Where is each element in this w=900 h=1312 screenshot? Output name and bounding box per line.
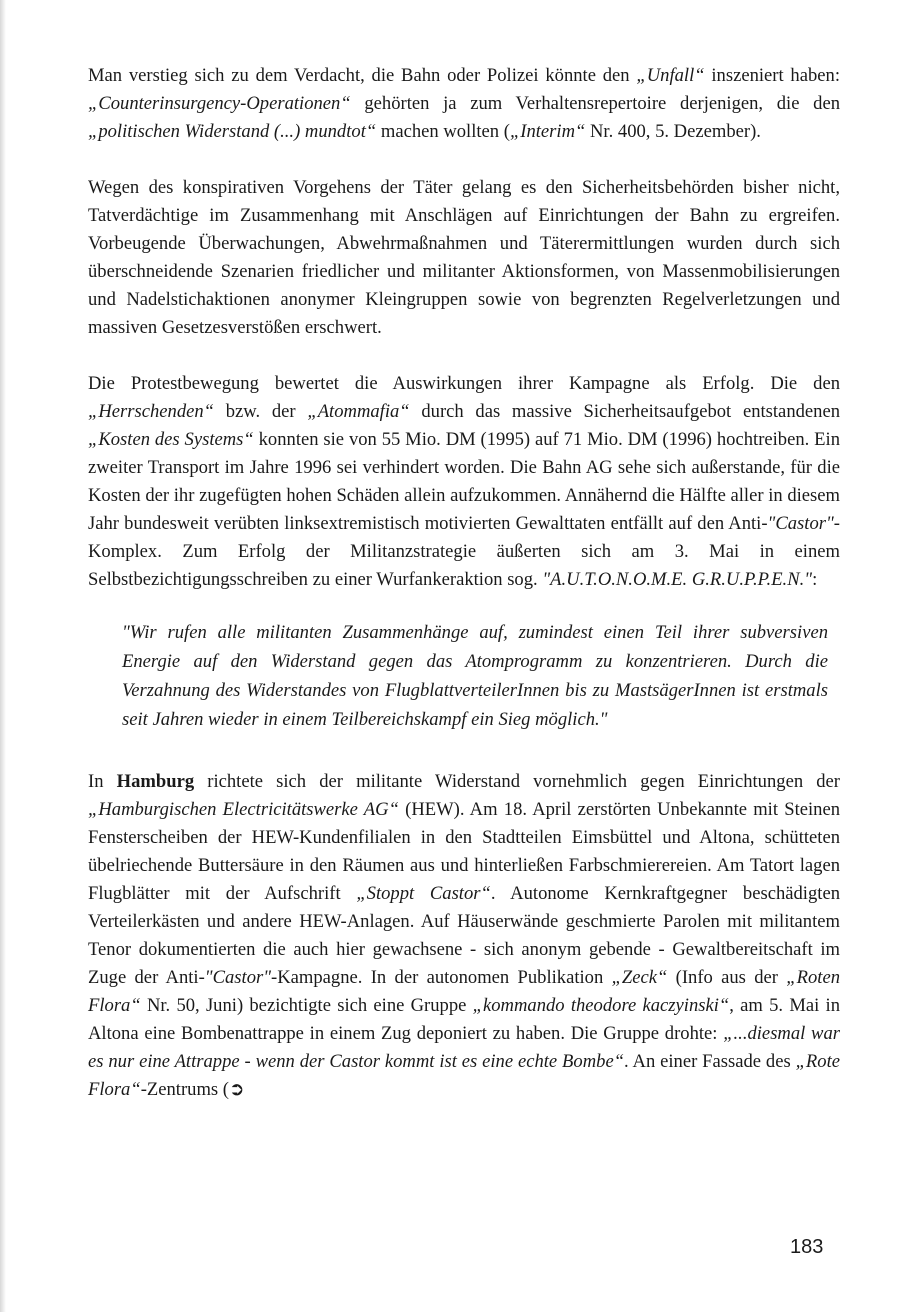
text-run: inszeniert haben:	[704, 65, 840, 86]
italic-text-run: „Zeck“	[611, 967, 668, 988]
paragraph-konspirativ	[88, 174, 840, 342]
text-run: In	[88, 771, 117, 792]
text-run: konnten sie von 55 Mio. DM (1995) auf 71 Mio. DM (1996) hochtreiben. Ein zweiter Transport im Jahre 1996 sei verhindert worden. Die Bahn AG sehe sich außerstande, für die Kosten der ihr zugefügten hohen Schäden allein aufzukommen. Annähernd die Hälfte aller in diesem Jahr bundesweit verübten linksextremistisch motivierten Gewalttaten entfällt auf den Anti-	[88, 429, 840, 534]
text-run: machen wollten (	[376, 121, 510, 142]
text-run: :	[812, 569, 818, 590]
page-edge-shadow	[0, 0, 6, 1312]
text-run: Nr. 400, 5. Dezember).	[585, 121, 761, 142]
italic-text-run: „Kosten des Systems“	[88, 429, 254, 450]
page-number: 183	[790, 1236, 824, 1258]
text-run: durch das massive Sicherheitsaufgebot entstandenen	[409, 401, 841, 422]
italic-text-run: „Hamburgischen Electricitätswerke AG“	[88, 799, 399, 820]
text-run: Die Protestbewegung bewertet die Auswirkungen ihrer Kampagne als Erfolg. Die den	[88, 373, 840, 394]
text-run: , am 5. Mai in Altona eine Bombenattrappe in einem Zug deponiert zu haben. Die Gruppe drohte:	[88, 995, 841, 1044]
text-run: . Autonome Kernkraftgegner beschädigten Verteilerkästen und andere HEW-Anlagen. Auf Häuserwände geschmierte Parolen mit militantem Tenor dokumentierten die auch hier gewachsene - sich anonym gebende - Gewaltbereitschaft im Zuge der Anti-	[88, 883, 840, 988]
italic-text-run: „politischen Widerstand (...) mundtot“	[88, 121, 377, 142]
paragraph-protestbewegung	[88, 370, 840, 594]
quote-autonome-gruppen: "Wir rufen alle militanten Zusammenhänge auf, zumindest einen Teil ihrer subversiven Energie auf den Widerstand gegen das Atomprogramm zu konzentrieren. Durch die Verzahnung des Widerstandes von FlugblattverteilerInnen bis zu MastsägerInnen ist erstmals seit Jahren wieder in einem Teilbereichskampf ein Sieg möglich."	[122, 622, 828, 730]
italic-text-run: „Roten Flora“	[88, 967, 840, 1016]
italic-text-run: „Herrschenden“	[88, 401, 215, 422]
text-run: -Komplex. Zum Erfolg der Militanzstrategie äußerten sich am 3. Mai in einem Selbstbezichtigungsschreiben zu einer Wurfankeraktion sog.	[88, 513, 840, 590]
text-run: . An einer Fassade des	[624, 1051, 796, 1072]
text-run: (Info aus der	[667, 967, 787, 988]
text-run: Wegen des konspirativen Vorgehens der Täter gelang es den Sicherheitsbehörden bisher nicht, Tatverdächtige im Zusammenhang mit Anschlägen auf Einrichtungen der Bahn zu ergreifen. Vorbeugende Überwachungen, Abwehrmaßnahmen und Täterermittlungen wurden durch sich überschneidende Szenarien friedlicher und militanter Aktionsformen, von Massenmobilisierungen und Nadelstichaktionen anonymer Kleingruppen sowie von begrenzten Regelverletzungen und massiven Gesetzesverstößen erschwert.	[88, 177, 840, 338]
italic-text-run: „Unfall“	[636, 65, 705, 86]
italic-text-run: „...diesmal war es nur eine Attrappe - wenn der Castor kommt ist es eine echte Bombe“	[88, 1023, 840, 1072]
text-run: bzw. der	[214, 401, 308, 422]
text-run: -Zentrums (➲	[140, 1079, 245, 1100]
italic-text-run: "Castor"	[767, 513, 834, 534]
paragraph-hamburg	[88, 768, 840, 1104]
paragraph-interim	[88, 62, 840, 146]
text-run: richtete sich der militante Widerstand vornehmlich gegen Einrichtungen der	[194, 771, 840, 792]
text-run: (HEW). Am 18. April zerstörten Unbekannte mit Steinen Fensterscheiben der HEW-Kundenfilialen in den Stadtteilen Eimsbüttel und Altona, schütteten übelriechende Buttersäure in den Räumen aus und hinterließen Farbschmierereien. Am Tatort lagen Flugblätter mit der Aufschrift	[88, 799, 841, 904]
text-run: Man verstieg sich zu dem Verdacht, die Bahn oder Polizei könnte den	[88, 65, 637, 86]
italic-text-run: "Castor"	[204, 967, 272, 988]
text-run: gehörten ja zum Verhaltensrepertoire derjenigen, die den	[350, 93, 840, 114]
italic-text-run: „Atommafia“	[307, 401, 410, 422]
italic-text-run: „kommando theodore kaczyinski“	[472, 995, 730, 1016]
italic-text-run: „Interim“	[509, 121, 586, 142]
document-body	[88, 62, 840, 1132]
text-run: Nr. 50, Juni) bezichtigte sich eine Gruppe	[140, 995, 473, 1016]
italic-text-run: „Rote Flora“	[88, 1051, 841, 1100]
italic-text-run: „Stoppt Castor“	[356, 883, 491, 904]
bold-text-run: Hamburg	[116, 771, 195, 792]
text-run: -Kampagne. In der autonomen Publikation	[271, 967, 612, 988]
italic-text-run: "A.U.T.O.N.O.M.E. G.R.U.P.P.E.N."	[542, 569, 813, 590]
italic-text-run: „Counterinsurgency-Operationen“	[88, 93, 351, 114]
